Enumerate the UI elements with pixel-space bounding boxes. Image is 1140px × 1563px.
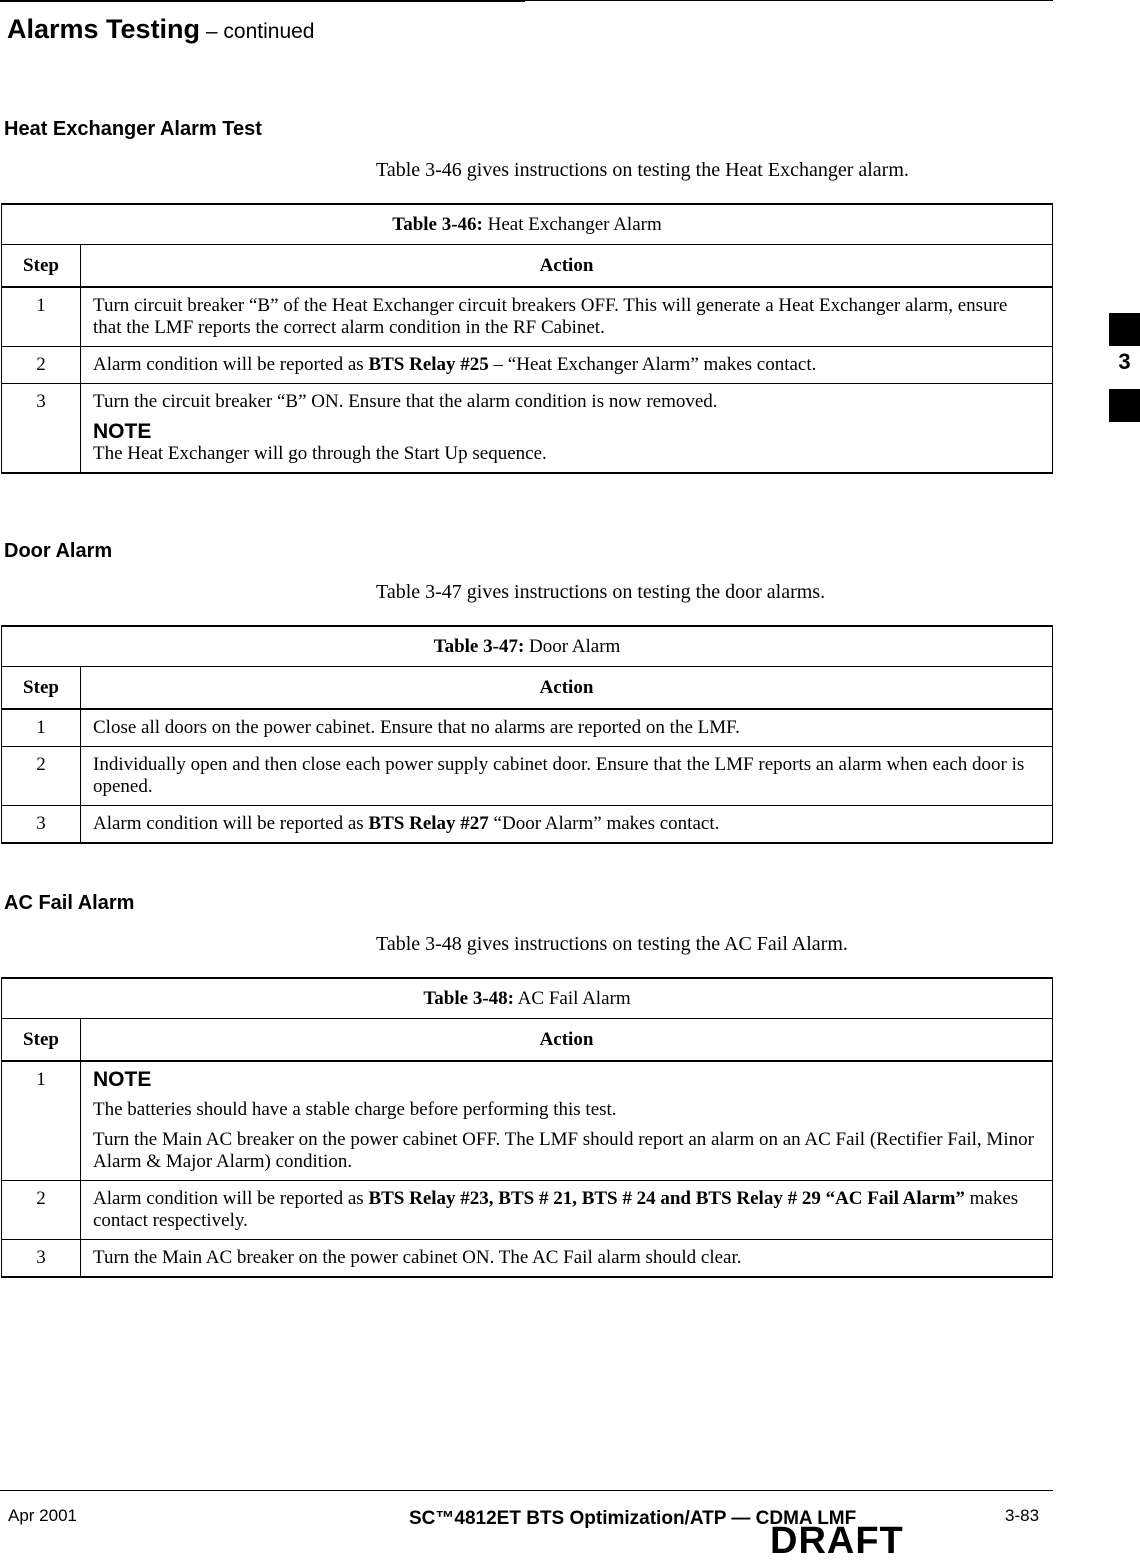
draft-watermark: DRAFT (770, 1520, 904, 1562)
footer-date: Apr 2001 (8, 1506, 77, 1525)
table-row (2, 709, 1053, 747)
step-action: Alarm condition will be reported as BTS Relay #25 – “Heat Exchanger Alarm” makes contact. (81, 347, 1053, 384)
section-title-ac-fail-alarm: AC Fail Alarm (4, 892, 135, 914)
step-number: 1 (2, 1061, 81, 1181)
table-row (2, 1181, 1053, 1240)
step-action: Alarm condition will be reported as BTS Relay #23, BTS # 21, BTS # 24 and BTS Relay # 29 “AC Fail Alarm” makes contact respectively. (81, 1181, 1053, 1240)
page-header-title: Alarms Testing (7, 14, 201, 44)
step-action: Turn circuit breaker “B” of the Heat Exchanger circuit breakers OFF. This will generate a Heat Exchanger alarm, ensure that the LMF reports the correct alarm condition in the RF Cabinet. (81, 287, 1053, 347)
table-caption: Table 3-46: Heat Exchanger Alarm (2, 204, 1053, 245)
page-header-continued: – continued (200, 20, 315, 43)
table-caption: Table 3-48: AC Fail Alarm (2, 978, 1053, 1019)
footer-page-number: 3-83 (1005, 1506, 1040, 1525)
table-door-alarm (1, 625, 1053, 844)
section-intro-door-alarm: Table 3-47 gives instructions on testing the door alarms. (376, 581, 826, 603)
step-number: 3 (2, 806, 81, 844)
step-number: 3 (2, 384, 81, 474)
step-action: Alarm condition will be reported as BTS Relay #27 “Door Alarm” makes contact. (81, 806, 1053, 844)
step-number: 1 (2, 709, 81, 747)
header-rule-thin (525, 0, 1053, 1)
table-row (2, 806, 1053, 844)
step-action: Turn the Main AC breaker on the power cabinet ON. The AC Fail alarm should clear. (81, 1240, 1053, 1278)
step-action: Turn the circuit breaker “B” ON. Ensure that the alarm condition is now removed. NOTE The Heat Exchanger will go through the Start Up sequence. (81, 384, 1053, 474)
column-header-action: Action (81, 245, 1053, 288)
table-row (2, 1240, 1053, 1278)
table-ac-fail-alarm (1, 977, 1053, 1278)
section-intro-ac-fail-alarm: Table 3-48 gives instructions on testing the AC Fail Alarm. (376, 933, 848, 955)
chapter-tab-number: 3 (1118, 349, 1131, 374)
table-row (2, 384, 1053, 474)
header-rule (0, 0, 525, 2)
table-heat-exchanger (1, 203, 1053, 474)
page-header (7, 14, 315, 45)
section-title-door-alarm: Door Alarm (4, 540, 113, 562)
column-header-step: Step (2, 245, 81, 288)
section-intro-heat-exchanger: Table 3-46 gives instructions on testing the Heat Exchanger alarm. (376, 159, 909, 181)
footer-rule (0, 1490, 1053, 1491)
note-label: NOTE (93, 420, 152, 443)
step-number: 2 (2, 347, 81, 384)
table-row (2, 347, 1053, 384)
table-caption: Table 3-47: Door Alarm (2, 626, 1053, 667)
footer-title: SC™4812ET BTS Optimization/ATP — CDMA LMF (409, 1508, 857, 1529)
chapter-tab-marker-bottom (1109, 389, 1140, 422)
note-text: The batteries should have a stable charge before performing this test. (93, 1099, 617, 1120)
note-label: NOTE (93, 1068, 152, 1091)
column-header-action: Action (81, 667, 1053, 710)
column-header-step: Step (2, 667, 81, 710)
note-text: The Heat Exchanger will go through the Start Up sequence. (93, 443, 547, 464)
table-row (2, 747, 1053, 806)
step-action: NOTE The batteries should have a stable charge before performing this test. Turn the Main AC breaker on the power cabinet OFF. The LMF should report an alarm on an AC Fail (Rectifier Fail, Minor Alarm & Major Alarm) condition. (81, 1061, 1053, 1181)
column-header-action: Action (81, 1019, 1053, 1062)
step-number: 2 (2, 747, 81, 806)
step-action: Individually open and then close each power supply cabinet door. Ensure that the LMF reports an alarm when each door is opened. (81, 747, 1053, 806)
table-row (2, 287, 1053, 347)
column-header-step: Step (2, 1019, 81, 1062)
step-action: Close all doors on the power cabinet. Ensure that no alarms are reported on the LMF. (81, 709, 1053, 747)
step-number: 3 (2, 1240, 81, 1278)
section-title-heat-exchanger: Heat Exchanger Alarm Test (4, 118, 262, 140)
step-number: 1 (2, 287, 81, 347)
table-row (2, 1061, 1053, 1181)
chapter-tab-marker-top (1109, 313, 1140, 346)
step-number: 2 (2, 1181, 81, 1240)
